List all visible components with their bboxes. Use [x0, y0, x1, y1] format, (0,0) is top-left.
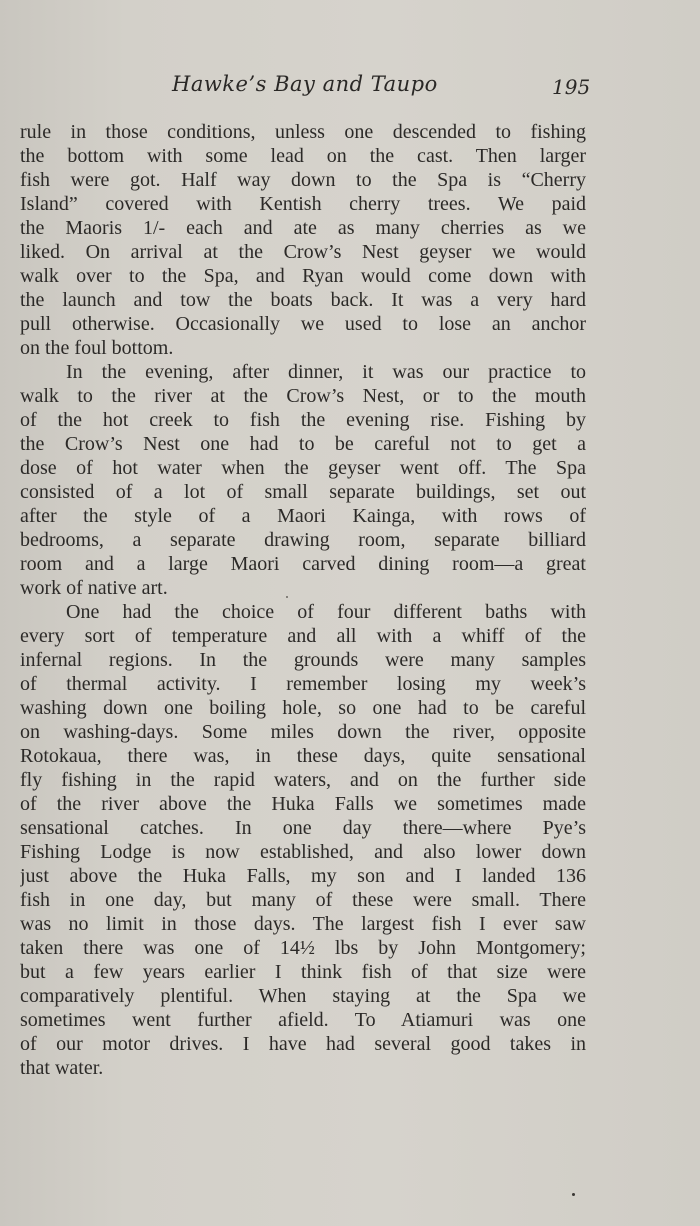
text-line: washing down one boiling hole, so one had to be careful [20, 697, 586, 719]
text-line: on washing-days. Some miles down the river, opposite [20, 721, 586, 743]
text-line: of thermal activity. I remember losing my week’s [20, 673, 586, 695]
running-head [0, 72, 700, 104]
paragraph-3 [20, 600, 586, 1080]
text-line: pull otherwise. Occasionally we used to lose an anchor [20, 313, 586, 335]
text-line: fish were got. Half way down to the Spa is “Cherry [20, 169, 586, 191]
text-line: Rotokaua, there was, in these days, quite sensational [20, 745, 586, 767]
text-line: work of native art. [20, 577, 168, 599]
text-line: after the style of a Maori Kainga, with rows of [20, 505, 586, 527]
text-line: comparatively plentiful. When staying at the Spa we [20, 985, 586, 1007]
text-line: walk over to the Spa, and Ryan would come down with [20, 265, 586, 287]
text-line: the Maoris 1/- each and ate as many cherries as we [20, 217, 586, 239]
text-line: taken there was one of 14½ lbs by John Montgomery; [20, 937, 586, 959]
body-text [20, 120, 586, 1080]
page-number: 195 [552, 75, 591, 99]
text-line: of our motor drives. I have had several good takes in [20, 1033, 586, 1055]
text-line: fly fishing in the rapid waters, and on the further side [20, 769, 586, 791]
text-line: liked. On arrival at the Crow’s Nest geyser we would [20, 241, 586, 263]
text-line: One had the choice of four different baths with [66, 601, 586, 623]
text-line: sensational catches. In one day there—where Pye’s [20, 817, 586, 839]
text-line: In the evening, after dinner, it was our practice to [66, 361, 586, 383]
text-line: walk to the river at the Crow’s Nest, or to the mouth [20, 385, 586, 407]
text-line: the Crow’s Nest one had to be careful not to get a [20, 433, 586, 455]
text-line: Fishing Lodge is now established, and also lower down [20, 841, 586, 863]
text-line: but a few years earlier I think fish of that size were [20, 961, 586, 983]
text-line: dose of hot water when the geyser went off. The Spa [20, 457, 586, 479]
text-line: infernal regions. In the grounds were many samples [20, 649, 586, 671]
text-line: room and a large Maori carved dining room—a great [20, 553, 586, 575]
text-line: bedrooms, a separate drawing room, separate billiard [20, 529, 586, 551]
text-line: just above the Huka Falls, my son and I landed 136 [20, 865, 586, 887]
text-line: on the foul bottom. [20, 337, 174, 359]
running-head-title: Hawke’s Bay and Taupo [172, 72, 438, 96]
text-line: of the river above the Huka Falls we sometimes made [20, 793, 586, 815]
text-line: rule in those conditions, unless one descended to fishing [20, 121, 586, 143]
text-line: that water. [20, 1057, 104, 1079]
text-line: of the hot creek to fish the evening rise. Fishing by [20, 409, 586, 431]
text-line: the bottom with some lead on the cast. Then larger [20, 145, 586, 167]
text-line: every sort of temperature and all with a whiff of the [20, 625, 586, 647]
text-line: consisted of a lot of small separate buildings, set out [20, 481, 586, 503]
paragraph-1 [20, 120, 586, 360]
text-line: the launch and tow the boats back. It was a very hard [20, 289, 586, 311]
paper-speck [572, 1193, 575, 1196]
text-line: was no limit in those days. The largest fish I ever saw [20, 913, 586, 935]
text-line: sometimes went further afield. To Atiamuri was one [20, 1009, 586, 1031]
text-line: fish in one day, but many of these were small. There [20, 889, 586, 911]
text-line: Island” covered with Kentish cherry trees. We paid [20, 193, 586, 215]
paper-speck [286, 596, 288, 598]
paragraph-2 [20, 360, 586, 600]
